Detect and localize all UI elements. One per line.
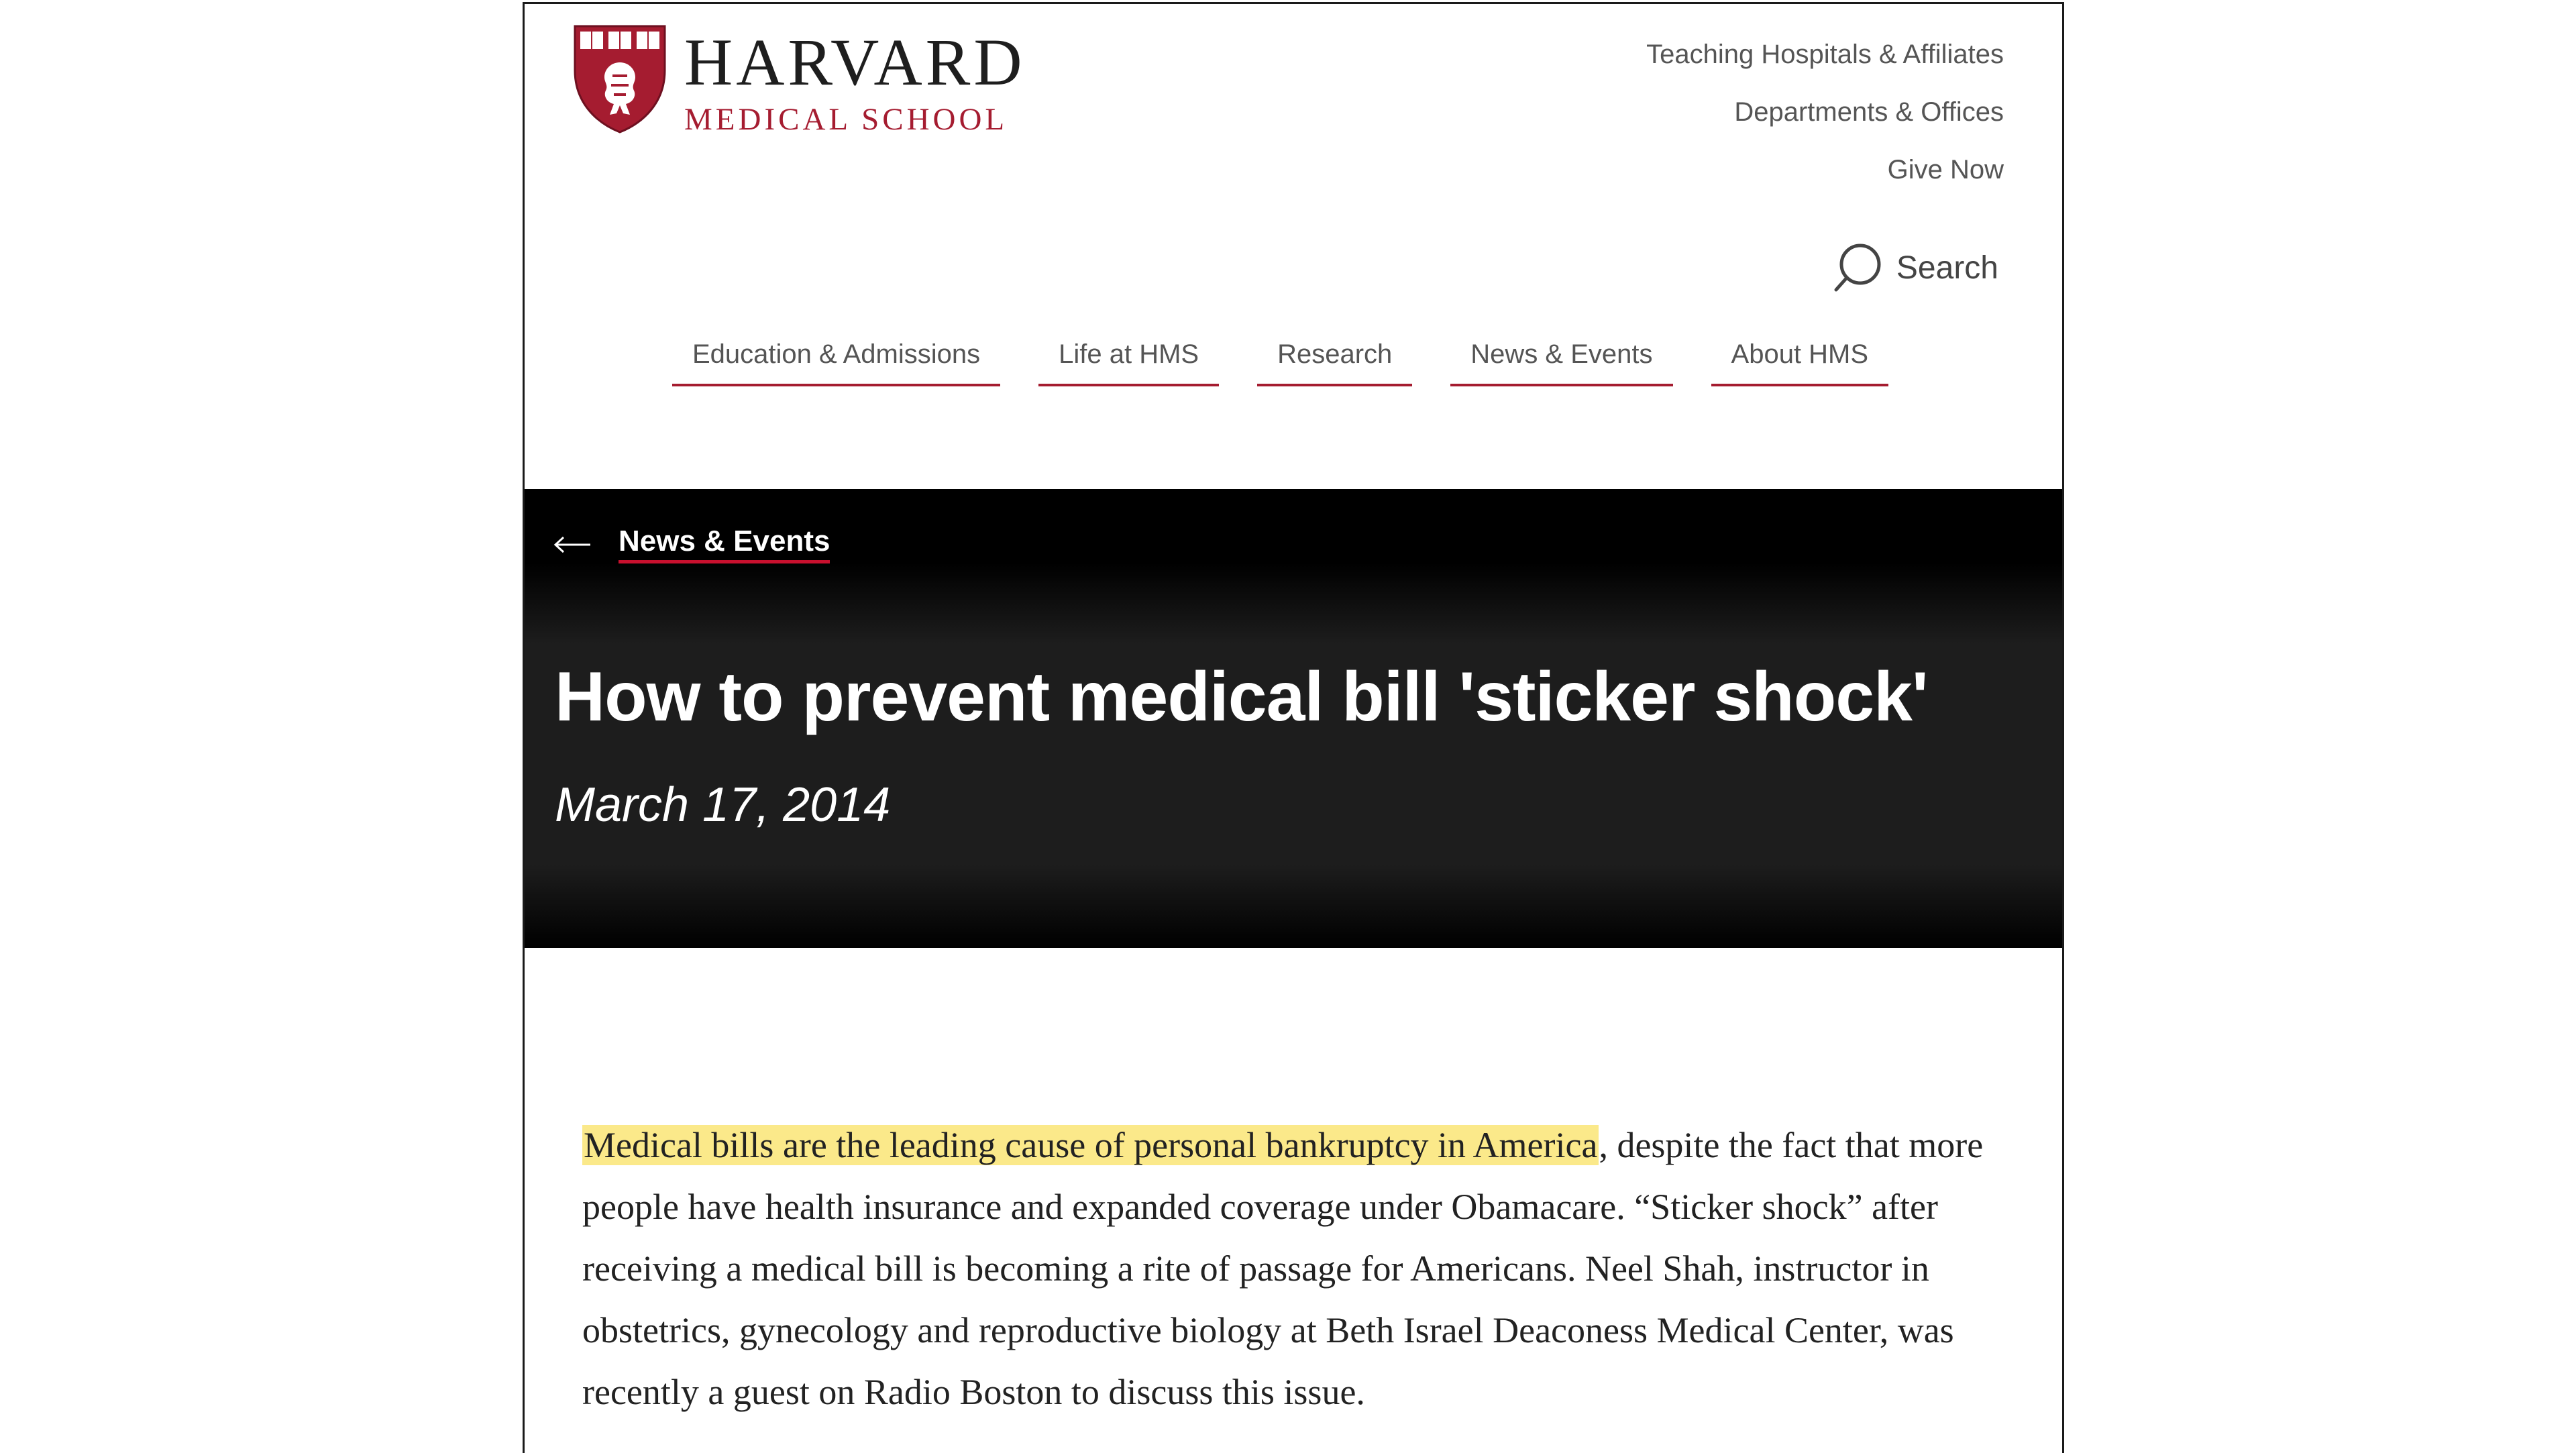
nav-education-admissions[interactable]: Education & Admissions [672, 326, 1000, 386]
logo-medical-school-text: MEDICAL SCHOOL [684, 102, 1008, 137]
nav-research[interactable]: Research [1257, 326, 1412, 386]
nav-news-events[interactable]: News & Events [1450, 326, 1672, 386]
main-nav [672, 326, 1888, 386]
nav-about-hms[interactable]: About HMS [1711, 326, 1889, 386]
article-title: How to prevent medical bill 'sticker shock' [555, 658, 1928, 736]
logo-harvard-text: HARVARD [684, 25, 1026, 99]
article-date: March 17, 2014 [555, 778, 891, 832]
utility-nav [1646, 41, 2004, 214]
utility-link-teaching-hospitals[interactable]: Teaching Hospitals & Affiliates [1646, 40, 2004, 69]
utility-link-departments[interactable]: Departments & Offices [1734, 97, 2004, 127]
hms-logo[interactable] [572, 23, 1026, 136]
article-body [582, 1114, 2018, 1423]
page-frame [523, 2, 2064, 1453]
breadcrumb-news-events-link[interactable]: News & Events [619, 525, 830, 563]
highlighted-text: Medical bills are the leading cause of personal bankruptcy in America [584, 1125, 1598, 1165]
search-icon [1832, 241, 1882, 294]
nav-life-at-hms[interactable]: Life at HMS [1038, 326, 1219, 386]
article-body-text: , despite the fact that more people have health insurance and expanded coverage under Obamacare. “Sticker shock” after receiving a medical bill is becoming a rite of passage for Americans. Neel Shah, instructor in obstetrics, gynecology and reproductive biology at Beth Israel Deaconess Medical Center, was recently a guest on Radio Boston to discuss this issue. [582, 1125, 1984, 1412]
utility-link-give-now[interactable]: Give Now [1887, 155, 2004, 184]
harvard-shield-logo [572, 23, 667, 135]
breadcrumb [553, 525, 830, 563]
arrow-left-icon[interactable] [553, 535, 592, 554]
article-hero [525, 489, 2062, 948]
search-label: Search [1896, 250, 1998, 286]
search-button[interactable] [1832, 241, 1998, 294]
